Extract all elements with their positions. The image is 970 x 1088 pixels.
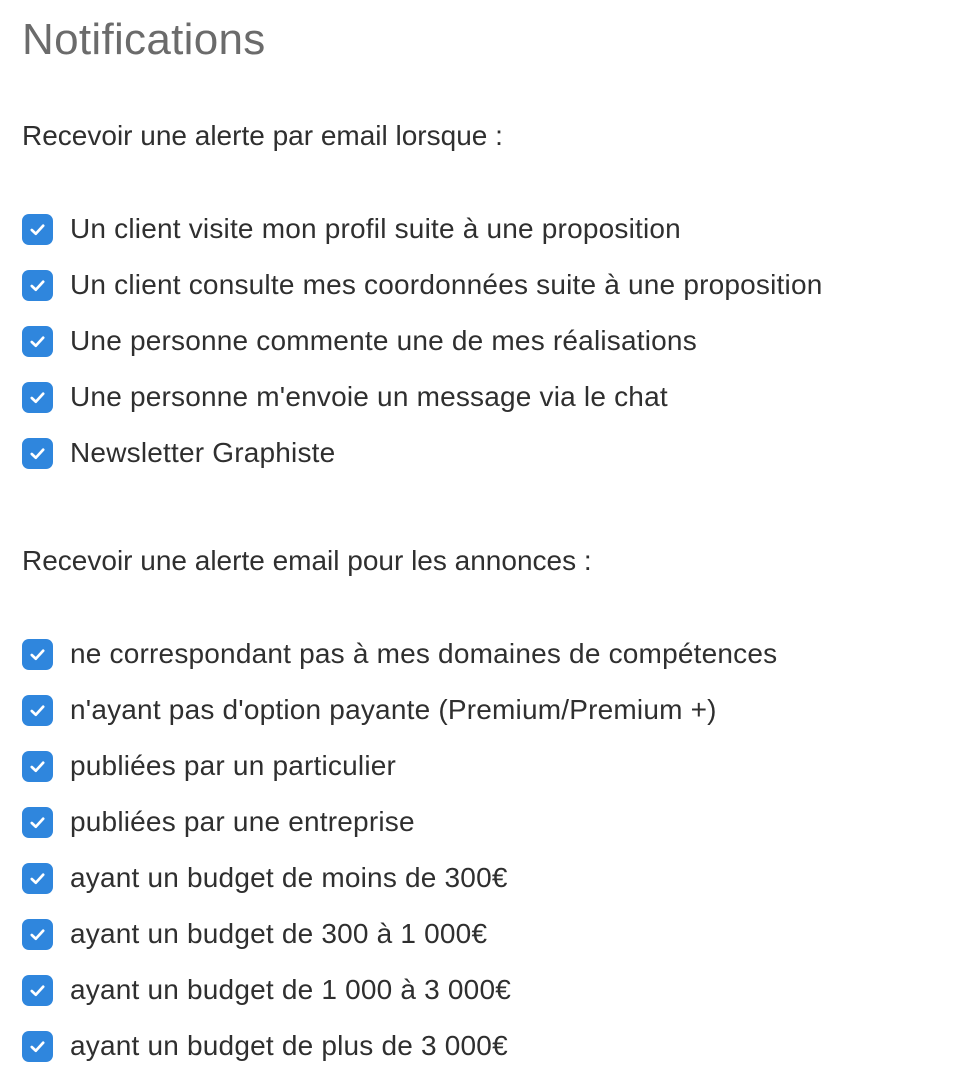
page-title: Notifications	[22, 15, 266, 64]
option-budget-1000-3000[interactable]	[22, 962, 777, 1018]
checkbox[interactable]	[22, 807, 53, 838]
checkbox[interactable]	[22, 438, 53, 469]
checkmark-icon	[28, 332, 47, 351]
option-label: ayant un budget de moins de 300€	[70, 862, 508, 893]
checkmark-icon	[28, 981, 47, 1000]
checkbox[interactable]	[22, 214, 53, 245]
option-chat-message[interactable]	[22, 369, 823, 425]
option-label: ayant un budget de 1 000 à 3 000€	[70, 974, 511, 1005]
checkmark-icon	[28, 645, 47, 664]
option-individual[interactable]	[22, 738, 777, 794]
listing-alerts-options	[22, 626, 777, 1074]
option-label: n'ayant pas d'option payante (Premium/Premium +)	[70, 694, 717, 725]
checkmark-icon	[28, 220, 47, 239]
option-portfolio-comment[interactable]	[22, 313, 823, 369]
section-label-email-alerts: Recevoir une alerte par email lorsque :	[22, 120, 503, 151]
checkmark-icon	[28, 1037, 47, 1056]
option-budget-over-3000[interactable]	[22, 1018, 777, 1074]
checkmark-icon	[28, 276, 47, 295]
option-label: publiées par un particulier	[70, 750, 397, 781]
option-budget-300-1000[interactable]	[22, 906, 777, 962]
section-label-listing-alerts: Recevoir une alerte email pour les annonces :	[22, 545, 592, 576]
option-label: Une personne commente une de mes réalisations	[70, 325, 697, 356]
checkmark-icon	[28, 925, 47, 944]
checkbox[interactable]	[22, 975, 53, 1006]
checkbox[interactable]	[22, 382, 53, 413]
checkbox[interactable]	[22, 639, 53, 670]
checkbox[interactable]	[22, 919, 53, 950]
checkmark-icon	[28, 813, 47, 832]
checkmark-icon	[28, 757, 47, 776]
option-outside-skills[interactable]	[22, 626, 777, 682]
checkmark-icon	[28, 701, 47, 720]
option-label: publiées par une entreprise	[70, 806, 415, 837]
checkbox[interactable]	[22, 863, 53, 894]
checkbox[interactable]	[22, 751, 53, 782]
option-label: ayant un budget de 300 à 1 000€	[70, 918, 488, 949]
option-budget-under-300[interactable]	[22, 850, 777, 906]
option-label: Un client consulte mes coordonnées suite à une proposition	[70, 269, 823, 300]
option-label: ayant un budget de plus de 3 000€	[70, 1030, 508, 1061]
checkbox[interactable]	[22, 326, 53, 357]
checkmark-icon	[28, 388, 47, 407]
option-profile-visit[interactable]	[22, 201, 823, 257]
option-label: Un client visite mon profil suite à une proposition	[70, 213, 681, 244]
checkbox[interactable]	[22, 270, 53, 301]
option-label: Une personne m'envoie un message via le chat	[70, 381, 668, 412]
option-newsletter[interactable]	[22, 425, 823, 481]
option-label: Newsletter Graphiste	[70, 437, 336, 468]
option-label: ne correspondant pas à mes domaines de compétences	[70, 638, 778, 669]
option-contact-view[interactable]	[22, 257, 823, 313]
option-company[interactable]	[22, 794, 777, 850]
checkmark-icon	[28, 444, 47, 463]
option-no-paid-option[interactable]	[22, 682, 777, 738]
email-alerts-options	[22, 201, 823, 481]
checkmark-icon	[28, 869, 47, 888]
checkbox[interactable]	[22, 1031, 53, 1062]
checkbox[interactable]	[22, 695, 53, 726]
